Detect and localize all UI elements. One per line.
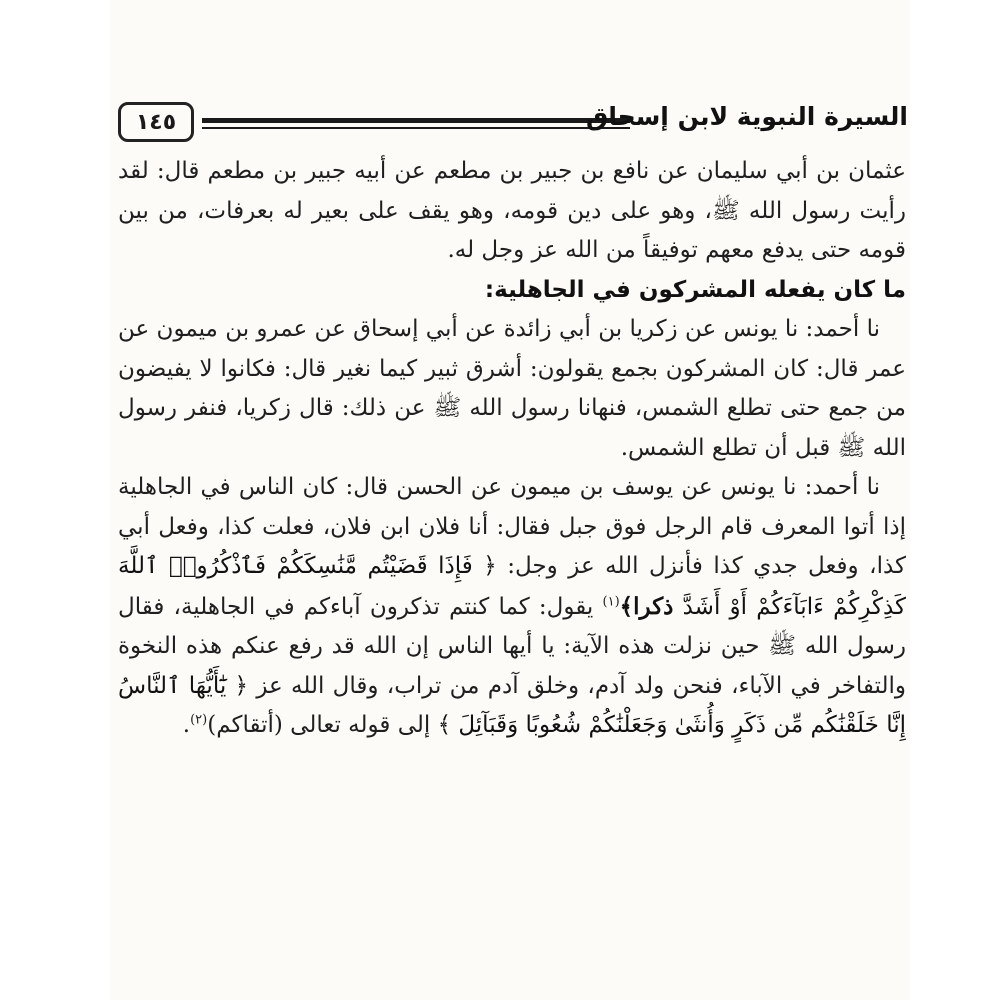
page-header (118, 100, 908, 148)
quran-verse-2: ﴿ يَٰٓأَيُّهَا ٱلنَّاسُ إِنَّا خَلَقْنَٰكُم مِّن ذَكَرٍ وَأُنثَىٰ وَجَعَلْنَٰكُمْ شُعُوبًا وَقَبَآئِلَ ﴾ (118, 672, 906, 738)
quran-verse-1: ﴿ فَإِذَا قَضَيْتُم مَّنَٰسِكَكُمْ فَٱذْكُرُوا۟ ٱللَّهَ كَذِكْرِكُمْ ءَابَآءَكُمْ أَوْ أَشَدَّ (118, 553, 907, 620)
paragraph-3-text-b: يقول: كما كنتم تذكرون آباءكم في الجاهلية، فقال رسول الله ﷺ حين نزلت هذه الآية: يا أيها الناس إن الله قد رفع عنكم هذه النخوة والتفاخر في الآباء، فنحن ولد آدم، وخلق آدم من تراب، وقال الله عز (118, 593, 906, 699)
page-number: ١٤٥ (118, 102, 194, 142)
paragraph-3-text-c: إلى قوله تعالى (أتقاكم) (207, 712, 438, 738)
quran-verse-1-end: ذكرا﴾ (619, 592, 674, 620)
paragraph-3 (118, 468, 906, 746)
footnote-ref-1: (١) (602, 593, 620, 609)
paragraph-3-end: . (182, 712, 191, 738)
paragraph-1: عثمان بن أبي سليمان عن نافع بن جبير بن مطعم عن أبيه جبير بن مطعم قال: لقد رأيت رسول الله ﷺ، وهو على دين قومه، وهو يقف على بعير له بعرفات، من بين قومه حتى يدفع معهم توفيقاً من الله عز وجل له. (118, 158, 906, 263)
book-title: السيرة النبوية لابن إسحاق (585, 102, 908, 131)
paragraph-3-text-a: نا أحمد: نا يونس عن يوسف بن ميمون عن الحسن قال: كان الناس في الجاهلية إذا أتوا المعرف قام الرجل فوق جبل فقال: أنا فلان ابن فلان، فعلت كذا، وفعل أبي كذا، وفعل جدي كذا فأنزل الله عز وجل: (118, 474, 906, 579)
header-rule-thin (202, 127, 630, 129)
page-body (118, 152, 906, 746)
footnote-ref-2: (٢) (190, 712, 208, 728)
header-rule-thick (202, 118, 630, 123)
paragraph-2: نا أحمد: نا يونس عن زكريا بن أبي زائدة عن أبي إسحاق عن عمرو بن ميمون عن عمر قال: كان المشركون بجمع يقولون: أشرق ثبير كيما نغير قال: فكانوا لا يفيضون من جمع حتى تطلع الشمس، فنهانا رسول الله ﷺ عن ذلك: قال زكريا، فنفر رسول الله ﷺ قبل أن تطلع الشمس. (118, 316, 906, 461)
section-heading: ما كان يفعله المشركون في الجاهلية: (484, 276, 906, 303)
